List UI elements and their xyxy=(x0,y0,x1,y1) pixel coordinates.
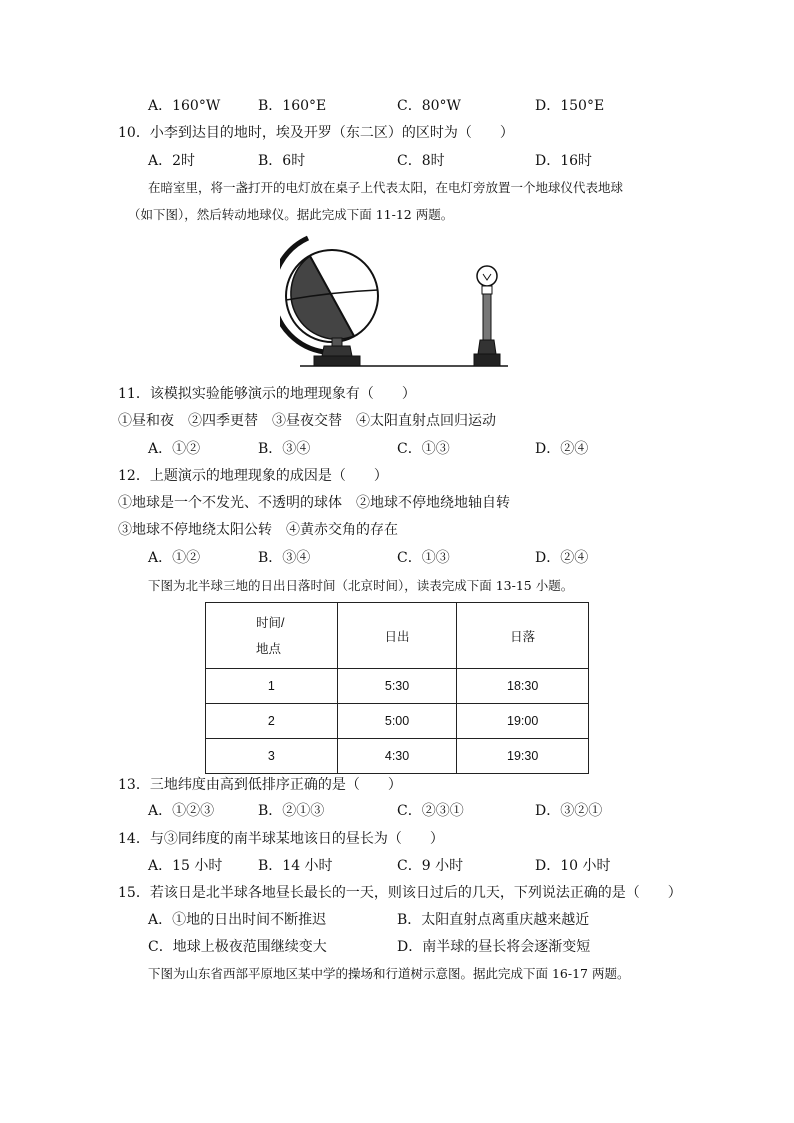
lamp-icon xyxy=(474,266,500,366)
q15-option-b: B．太阳直射点离重庆越来越近 xyxy=(397,912,590,928)
q13-option-b: B．②①③ xyxy=(258,803,325,819)
q15-option-d: D．南半球的昼长将会逐渐变短 xyxy=(397,939,591,955)
intro-11-12-line2: （如下图），然后转动地球仪。据此完成下面 11-12 两题。 xyxy=(128,207,454,222)
table-row xyxy=(206,704,589,739)
globe-icon xyxy=(280,238,378,366)
table-cell: 19:30 xyxy=(457,739,589,774)
q9-option-d: D．150°E xyxy=(535,98,605,114)
q9-option-a: A．160°W xyxy=(148,98,221,114)
table-cell: 1 xyxy=(206,669,338,704)
q13-stem: 13．三地纬度由高到低排序正确的是（ ） xyxy=(118,777,402,793)
q14-option-a: A．15 小时 xyxy=(148,858,223,874)
globe-lamp-figure xyxy=(280,234,520,370)
q10-stem: 10．小李到达目的地时，埃及开罗（东二区）的区时为（ ） xyxy=(118,125,514,141)
q10-option-b: B．6时 xyxy=(258,153,306,169)
q12-choices-line1: ①地球是一个不发光、不透明的球体 ②地球不停地绕地轴自转 xyxy=(118,495,510,511)
sunrise-sunset-table xyxy=(205,602,589,774)
q13-option-c: C．②③① xyxy=(397,803,464,819)
q14-option-b: B．14 小时 xyxy=(258,858,333,874)
q14-stem: 14．与③同纬度的南半球某地该日的昼长为（ ） xyxy=(118,831,444,847)
q12-option-b: B．③④ xyxy=(258,550,311,566)
q13-option-a: A．①②③ xyxy=(148,803,215,819)
table-cell: 3 xyxy=(206,739,338,774)
table-cell: 5:00 xyxy=(337,704,457,739)
q11-option-b: B．③④ xyxy=(258,441,311,457)
q15-option-a: A．①地的日出时间不断推迟 xyxy=(148,912,327,928)
q9-option-c: C．80°W xyxy=(397,98,461,114)
q10-option-c: C．8时 xyxy=(397,153,445,169)
q13-option-d: D．③②① xyxy=(535,803,603,819)
intro-13-15: 下图为北半球三地的日出日落时间（北京时间），读表完成下面 13-15 小题。 xyxy=(148,578,574,593)
q15-option-c: C．地球上极夜范围继续变大 xyxy=(148,939,327,955)
q14-option-d: D．10 小时 xyxy=(535,858,611,874)
q11-stem: 11．该模拟实验能够演示的地理现象有（ ） xyxy=(118,386,416,402)
table-cell: 5:30 xyxy=(337,669,457,704)
q12-option-d: D．②④ xyxy=(535,550,589,566)
header-line1: 时间/ xyxy=(256,615,285,630)
table-cell: 2 xyxy=(206,704,338,739)
intro-16-17: 下图为山东省西部平原地区某中学的操场和行道树示意图。据此完成下面 16-17 两题。 xyxy=(148,966,630,981)
table-row xyxy=(206,739,589,774)
q11-option-a: A．①② xyxy=(148,441,201,457)
q14-option-c: C．9 小时 xyxy=(397,858,464,874)
table-header-location xyxy=(206,603,338,669)
table-row xyxy=(206,669,589,704)
q15-stem: 15．若该日是北半球各地昼长最长的一天，则该日过后的几天，下列说法正确的是（ ） xyxy=(118,885,682,901)
q12-stem: 12．上题演示的地理现象的成因是（ ） xyxy=(118,468,388,484)
q12-choices-line2: ③地球不停地绕太阳公转 ④黄赤交角的存在 xyxy=(118,522,398,538)
table-header-sunrise: 日出 xyxy=(337,603,457,669)
table-cell: 18:30 xyxy=(457,669,589,704)
table-cell: 4:30 xyxy=(337,739,457,774)
q9-option-b: B．160°E xyxy=(258,98,327,114)
q11-option-c: C．①③ xyxy=(397,441,450,457)
table-cell: 19:00 xyxy=(457,704,589,739)
intro-11-12-line1: 在暗室里，将一盏打开的电灯放在桌子上代表太阳，在电灯旁放置一个地球仪代表地球 xyxy=(148,180,624,195)
table-header-row xyxy=(206,603,589,669)
q12-option-c: C．①③ xyxy=(397,550,450,566)
q11-option-d: D．②④ xyxy=(535,441,589,457)
q10-option-a: A．2时 xyxy=(148,153,196,169)
q10-option-d: D．16时 xyxy=(535,153,593,169)
q12-option-a: A．①② xyxy=(148,550,201,566)
table-header-sunset: 日落 xyxy=(457,603,589,669)
q11-choices: ①昼和夜 ②四季更替 ③昼夜交替 ④太阳直射点回归运动 xyxy=(118,413,496,429)
header-line2: 地点 xyxy=(256,641,282,656)
